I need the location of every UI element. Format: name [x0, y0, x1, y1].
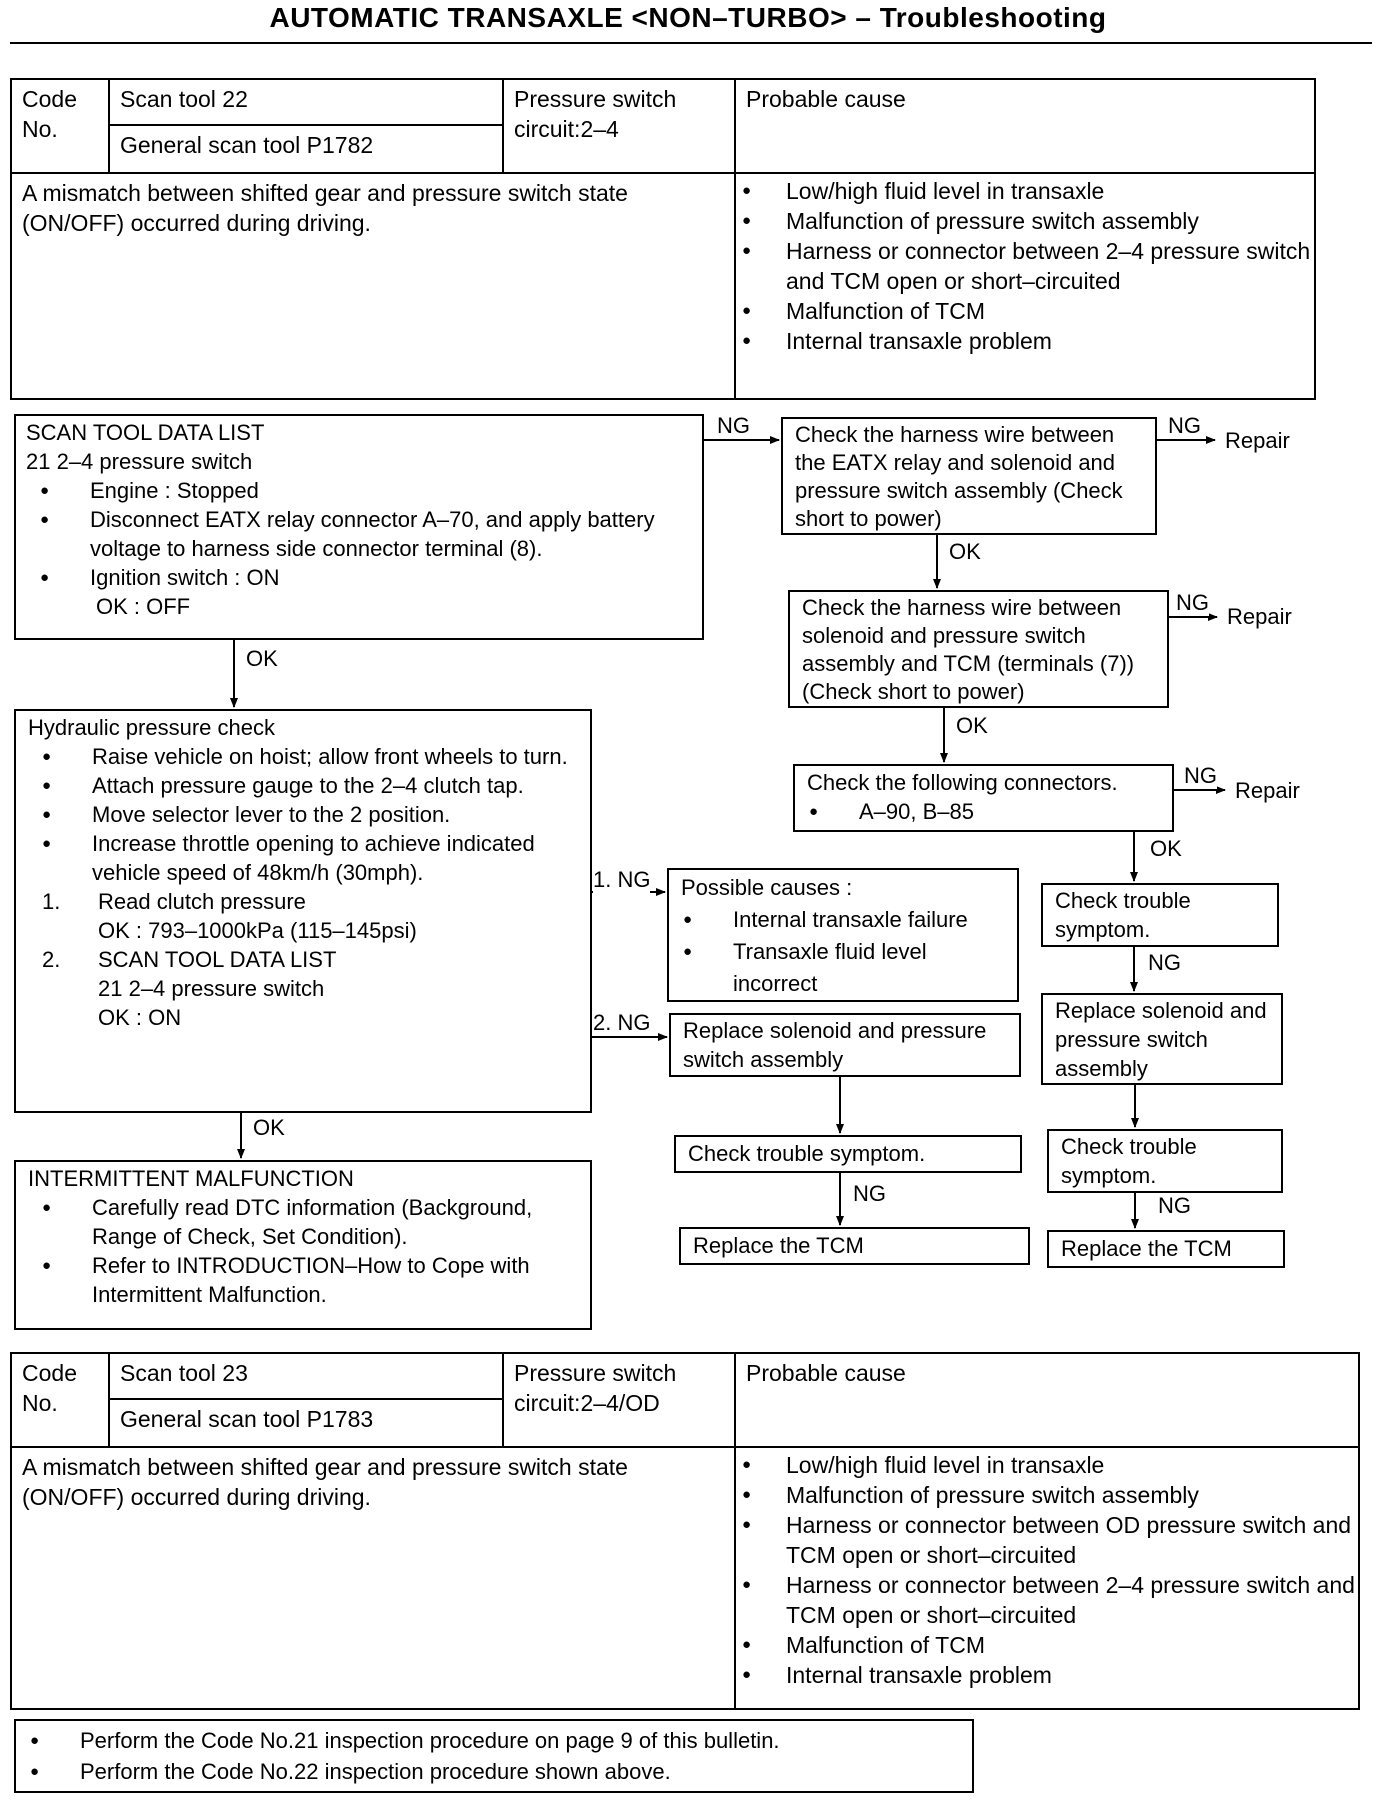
check-trouble-symptom-right-2: Check trouble symptom.: [1047, 1129, 1283, 1193]
intermittent-title: INTERMITTENT MALFUNCTION: [28, 1166, 354, 1191]
possible-causes-box: [667, 868, 1019, 1002]
label-ng-symptom1: NG: [1148, 950, 1181, 975]
cause-item: ● Internal transaxle problem: [736, 326, 1314, 356]
check-solenoid-harness-box: Check the harness wire between solenoid and pressure switch assembly and TCM (terminals (7)) (Check short to power): [788, 590, 1169, 708]
scan-box-title: SCAN TOOL DATA LIST: [26, 420, 265, 445]
code22-scan-tool: Scan tool 22: [120, 86, 248, 112]
possible-causes-title: Possible causes :: [681, 875, 853, 900]
label-ng-solenoid: NG: [1176, 590, 1209, 615]
check-trouble-symptom-left: Check trouble symptom.: [674, 1135, 1022, 1173]
code22-probable-cause-label: Probable cause: [746, 86, 906, 112]
hydraulic-bullet: ● Attach pressure gauge to the 2–4 clutch tap.: [28, 771, 578, 800]
cause-item: ● Low/high fluid level in transaxle: [736, 1450, 1358, 1480]
code22-general-scan-tool: General scan tool P1782: [120, 132, 374, 158]
label-repair-1: Repair: [1225, 428, 1290, 453]
step2-number: 2.: [42, 947, 61, 972]
code22-code-label: Code No.: [22, 86, 77, 142]
scan-box-bullet: ● Disconnect EATX relay connector A–70, and apply battery voltage to harness side connector terminal (8).: [26, 505, 692, 563]
hydraulic-title: Hydraulic pressure check: [28, 715, 275, 740]
footer-note: ● Perform the Code No.22 inspection procedure shown above.: [16, 1756, 962, 1787]
cause-item: ● Malfunction of TCM: [736, 1630, 1358, 1660]
code23-general-scan-tool: General scan tool P1783: [120, 1406, 374, 1432]
label-ng1: 1. NG: [593, 867, 651, 892]
step2-line: 21 2–4 pressure switch: [98, 976, 325, 1001]
scan-box-line2: 21 2–4 pressure switch: [26, 449, 253, 474]
replace-tcm-left: Replace the TCM: [679, 1227, 1030, 1265]
title-rule: [10, 42, 1372, 44]
cause-item: ● Malfunction of pressure switch assembly: [736, 1480, 1358, 1510]
replace-tcm-right: Replace the TCM: [1047, 1230, 1285, 1268]
code23-code-label: Code No.: [22, 1360, 77, 1416]
label-repair-3: Repair: [1235, 778, 1300, 803]
hydraulic-pressure-check-box: [14, 709, 592, 1113]
code23-scan-tool: Scan tool 23: [120, 1360, 248, 1386]
hydraulic-bullet: ● Move selector lever to the 2 position.: [28, 800, 578, 829]
label-ng-left: NG: [853, 1181, 886, 1206]
label-ok-connectors: OK: [1150, 836, 1182, 861]
label-ok-hyd: OK: [253, 1115, 285, 1140]
cause-item: ● Malfunction of TCM: [736, 296, 1314, 326]
code23-probable-cause-label: Probable cause: [746, 1360, 906, 1386]
code22-circuit: Pressure switch circuit:2–4: [514, 86, 677, 142]
intermittent-malfunction-box: [14, 1160, 592, 1330]
connector-item: ● A–90, B–85: [795, 797, 1160, 826]
intermittent-bullet: ● Refer to INTRODUCTION–How to Cope with Intermittent Malfunction.: [28, 1251, 578, 1309]
check-relay-harness-box: Check the harness wire between the EATX relay and solenoid and pressure switch assembly (Check short to power): [781, 417, 1157, 535]
step1-text: Read clutch pressure: [98, 889, 306, 914]
cause-item: ● Harness or connector between 2–4 pressure switch and TCM open or short–circuited: [736, 236, 1314, 296]
footer-note: ● Perform the Code No.21 inspection procedure on page 9 of this bulletin.: [16, 1725, 962, 1756]
label-ok-scan: OK: [246, 646, 278, 671]
scan-tool-data-list-box: [14, 414, 704, 640]
check-connectors-box: [793, 764, 1174, 832]
scan-box-bullet: ● Engine : Stopped: [26, 476, 692, 505]
code22-description: A mismatch between shifted gear and pressure switch state (ON/OFF) occurred during driving.: [22, 180, 628, 236]
replace-solenoid-box-left: Replace solenoid and pressure switch assembly: [669, 1013, 1021, 1077]
label-ok-solenoid: OK: [956, 713, 988, 738]
replace-solenoid-box-right: Replace solenoid and pressure switch assembly: [1041, 993, 1283, 1085]
cause-item: ● Harness or connector between OD pressure switch and TCM open or short–circuited: [736, 1510, 1358, 1570]
label-repair-2: Repair: [1227, 604, 1292, 629]
label-ng-scan: NG: [717, 413, 750, 438]
scan-box-ok: OK : OFF: [96, 594, 191, 619]
step1-ok: OK : 793–1000kPa (115–145psi): [98, 918, 417, 943]
footer-notes-box: [14, 1719, 974, 1793]
page-title: AUTOMATIC TRANSAXLE <NON–TURBO> – Troubleshooting: [269, 2, 1107, 33]
label-ng2: 2. NG: [593, 1010, 651, 1035]
step2-text: SCAN TOOL DATA LIST: [98, 947, 337, 972]
check-trouble-symptom-right-1: Check trouble symptom.: [1041, 883, 1279, 947]
scan-box-bullet: ● Ignition switch : ON: [26, 563, 692, 592]
code23-description: A mismatch between shifted gear and pressure switch state (ON/OFF) occurred during driving.: [22, 1454, 628, 1510]
label-ok-relay: OK: [949, 539, 981, 564]
code22-causes: [736, 176, 1314, 356]
intermittent-bullet: ● Carefully read DTC information (Background, Range of Check, Set Condition).: [28, 1193, 578, 1251]
code23-circuit: Pressure switch circuit:2–4/OD: [514, 1360, 677, 1416]
cause-item: ● Malfunction of pressure switch assembly: [736, 206, 1314, 236]
code23-table: [10, 1352, 1360, 1710]
possible-cause-item: ● Internal transaxle failure: [669, 904, 1005, 936]
label-ng-symptom2: NG: [1158, 1193, 1191, 1218]
cause-item: ● Harness or connector between 2–4 pressure switch and TCM open or short–circuited: [736, 1570, 1358, 1630]
code22-table: [10, 78, 1316, 400]
label-ng-relay: NG: [1168, 413, 1201, 438]
step1-number: 1.: [42, 889, 61, 914]
cause-item: ● Internal transaxle problem: [736, 1660, 1358, 1690]
step2-ok: OK : ON: [98, 1005, 182, 1030]
check-connectors-title: Check the following connectors.: [807, 770, 1118, 795]
label-ng-connectors: NG: [1184, 763, 1217, 788]
cause-item: ● Low/high fluid level in transaxle: [736, 176, 1314, 206]
hydraulic-bullet: ● Increase throttle opening to achieve indicated vehicle speed of 48km/h (30mph).: [28, 829, 578, 887]
possible-cause-item: ● Transaxle fluid level incorrect: [669, 936, 1005, 1000]
code23-causes: [736, 1450, 1358, 1690]
hydraulic-bullet: ● Raise vehicle on hoist; allow front wheels to turn.: [28, 742, 578, 771]
